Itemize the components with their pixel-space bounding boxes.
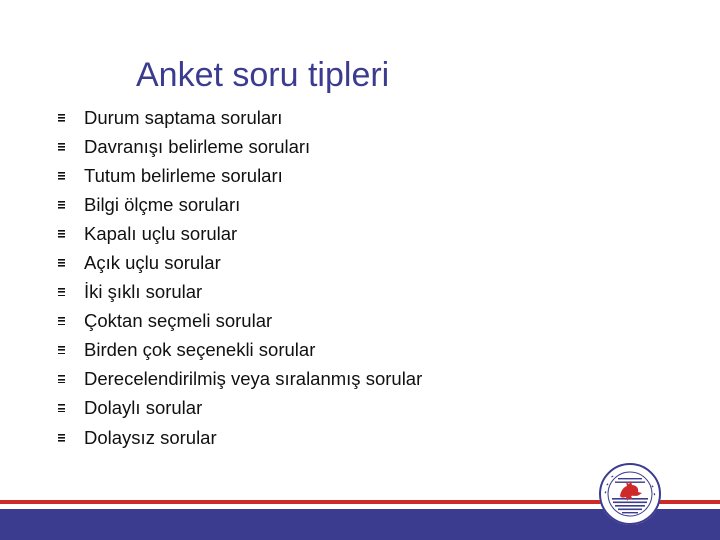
- list-item-text: Davranışı belirleme soruları: [84, 135, 311, 157]
- square-bullet-icon: [58, 143, 65, 151]
- list-item: [58, 190, 422, 219]
- slide-title: Anket soru tipleri: [136, 56, 390, 94]
- list-item-text: Açık uçlu sorular: [84, 252, 221, 274]
- list-item-text: Birden çok seçenekli sorular: [84, 339, 316, 361]
- square-bullet-icon: [58, 434, 65, 442]
- list-item: [58, 394, 422, 423]
- square-bullet-icon: [58, 114, 65, 122]
- list-item-text: Kapalı uçlu sorular: [84, 222, 238, 244]
- list-item-text: Dolaylı sorular: [84, 397, 203, 419]
- square-bullet-icon: [58, 375, 65, 383]
- list-item-text: Dolaysız sorular: [84, 426, 217, 448]
- square-bullet-icon: [58, 317, 65, 325]
- question-types-list: [58, 103, 422, 452]
- list-item: [58, 248, 422, 277]
- list-item-text: Çoktan seçmeli sorular: [84, 310, 273, 332]
- square-bullet-icon: [58, 201, 65, 209]
- list-item-text: Tutum belirleme soruları: [84, 164, 283, 186]
- square-bullet-icon: [58, 172, 65, 180]
- list-item: [58, 423, 422, 452]
- list-item-text: Derecelendirilmiş veya sıralanmış sorular: [84, 368, 423, 390]
- list-item: [58, 219, 422, 248]
- list-item: [58, 365, 422, 394]
- university-seal-logo: [598, 462, 662, 526]
- square-bullet-icon: [58, 288, 65, 296]
- list-item-text: Bilgi ölçme soruları: [84, 193, 241, 215]
- list-item: [58, 161, 422, 190]
- list-item: [58, 278, 422, 307]
- square-bullet-icon: [58, 230, 65, 238]
- list-item: [58, 132, 422, 161]
- list-item: [58, 307, 422, 336]
- list-item-text: Durum saptama soruları: [84, 106, 283, 128]
- square-bullet-icon: [58, 346, 65, 354]
- list-item-text: İki şıklı sorular: [84, 281, 203, 303]
- square-bullet-icon: [58, 404, 65, 412]
- square-bullet-icon: [58, 259, 65, 267]
- list-item: [58, 103, 422, 132]
- list-item: [58, 336, 422, 365]
